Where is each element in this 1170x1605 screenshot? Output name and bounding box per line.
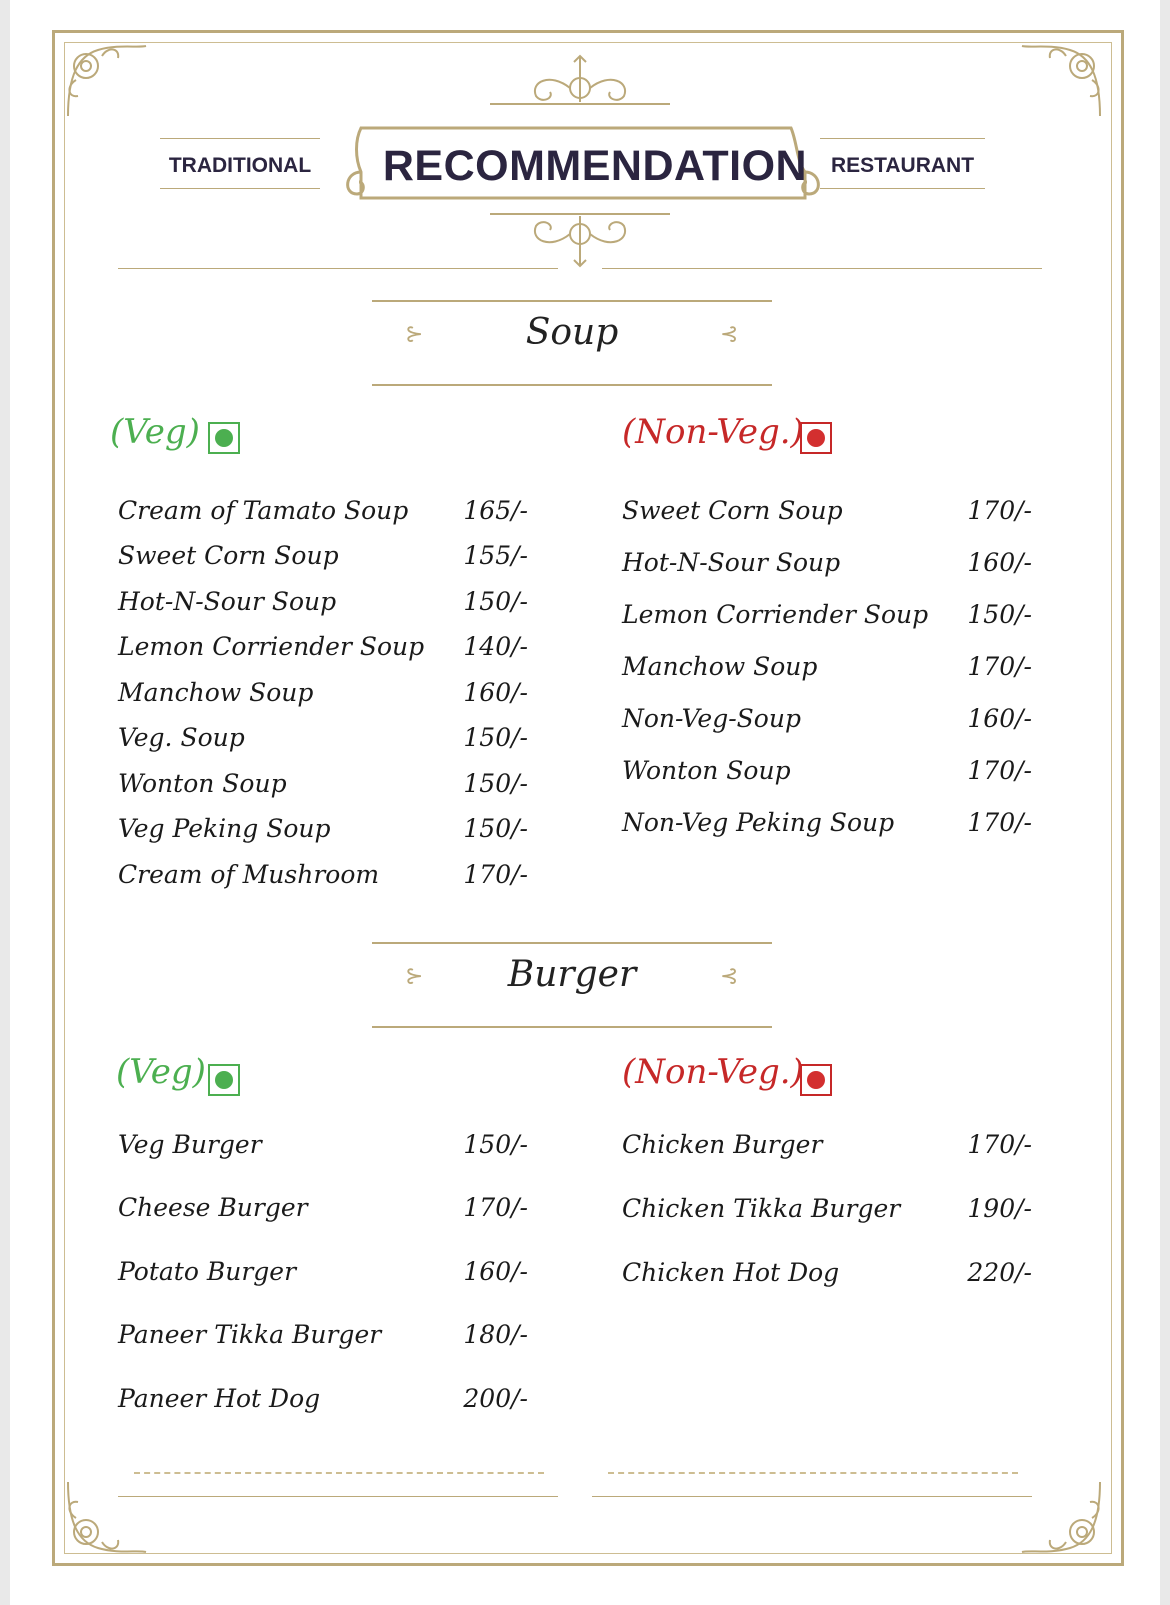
right-word-top-line — [820, 138, 985, 139]
menu-item — [118, 854, 528, 894]
menu-item-name: Sweet Corn Soup — [118, 541, 339, 570]
menu-item-name: Wonton Soup — [118, 768, 287, 798]
menu-item-price: 150/- — [463, 586, 528, 616]
menu-item-name: Chicken Burger — [622, 1129, 823, 1159]
menu-item-price: 180/- — [463, 1320, 528, 1349]
burger-ornament-right-icon: ⊰ — [720, 964, 739, 989]
menu-item — [118, 672, 528, 712]
right-word-bottom-line — [820, 188, 985, 189]
menu-item-name: Non-Veg Peking Soup — [622, 807, 895, 837]
menu-item-price: 170/- — [463, 859, 528, 889]
menu-item — [118, 1251, 528, 1291]
menu-item-price: 190/- — [967, 1193, 1032, 1223]
menu-item-name: Wonton Soup — [622, 755, 791, 785]
menu-item — [622, 1252, 1032, 1292]
header-divider-right — [602, 268, 1042, 269]
menu-item-price: 160/- — [967, 703, 1032, 733]
footer-dashed-right — [608, 1472, 1018, 1474]
menu-item — [622, 698, 1032, 738]
menu-item-name: Hot-N-Sour Soup — [622, 547, 841, 577]
footer-dashed-left — [134, 1472, 544, 1474]
menu-item-price: 150/- — [967, 599, 1032, 629]
menu-item — [118, 536, 528, 576]
menu-item-price: 160/- — [967, 547, 1032, 577]
menu-item — [622, 1188, 1032, 1228]
veg-indicator-icon — [208, 1064, 240, 1096]
flourish-top-left-icon — [58, 36, 148, 126]
page-title: RECOMMENDATION — [382, 141, 808, 190]
menu-item-name: Paneer Hot Dog — [118, 1383, 321, 1413]
footer-line-left — [118, 1496, 558, 1497]
menu-item — [118, 809, 528, 849]
menu-item-price: 170/- — [967, 651, 1032, 681]
menu-item-price: 160/- — [463, 1256, 528, 1286]
menu-item-name: Lemon Corriender Soup — [118, 632, 425, 661]
soup-bottom-rule — [372, 384, 772, 386]
soup-ornament-left-icon: ⊱ — [405, 322, 424, 347]
menu-item-name: Manchow Soup — [118, 677, 314, 707]
menu-item — [118, 763, 528, 803]
menu-item-price: 170/- — [967, 495, 1032, 525]
section-title-soup: Soup — [525, 312, 619, 353]
burger-veg-label: (Veg) — [116, 1052, 206, 1092]
menu-item-name: Paneer Tikka Burger — [118, 1320, 382, 1349]
menu-item-price: 150/- — [463, 768, 528, 798]
menu-item-name: Non-Veg-Soup — [622, 703, 801, 733]
nonveg-indicator-icon — [800, 1064, 832, 1096]
menu-item — [622, 490, 1032, 530]
menu-item-price: 170/- — [967, 1129, 1032, 1159]
flourish-top-right-icon — [1020, 36, 1110, 126]
menu-item — [622, 1124, 1032, 1164]
nonveg-indicator-icon — [800, 422, 832, 454]
menu-item-price: 165/- — [463, 495, 528, 525]
menu-item — [118, 1124, 528, 1164]
menu-item-name: Sweet Corn Soup — [622, 495, 843, 525]
menu-item — [118, 718, 528, 758]
section-title-burger: Burger — [507, 954, 637, 995]
menu-item-name: Veg Burger — [118, 1129, 262, 1159]
menu-item-name: Manchow Soup — [622, 651, 818, 681]
menu-item-price: 140/- — [463, 632, 528, 661]
menu-item — [118, 1315, 528, 1355]
menu-item — [622, 542, 1032, 582]
menu-item — [622, 646, 1032, 686]
menu-item-price: 150/- — [463, 723, 528, 752]
menu-item-price: 170/- — [967, 755, 1032, 785]
menu-item-name: Chicken Tikka Burger — [622, 1193, 901, 1223]
header-left-word: TRADITIONAL — [168, 154, 312, 177]
flourish-bottom-left-icon — [58, 1472, 148, 1562]
crest-top-icon — [480, 52, 680, 112]
header-divider-left — [118, 268, 558, 269]
footer-line-right — [592, 1496, 1032, 1497]
flourish-bottom-right-icon — [1020, 1472, 1110, 1562]
left-word-top-line — [160, 138, 320, 139]
menu-item — [118, 581, 528, 621]
menu-item-price: 170/- — [463, 1193, 528, 1222]
menu-item-name: Veg. Soup — [118, 723, 245, 752]
menu-item-price: 150/- — [463, 1129, 528, 1159]
burger-bottom-rule — [372, 1026, 772, 1028]
menu-page — [10, 0, 1160, 1605]
soup-veg-label: (Veg) — [110, 412, 200, 452]
menu-item — [118, 1378, 528, 1418]
left-word-bottom-line — [160, 188, 320, 189]
menu-item-name: Chicken Hot Dog — [622, 1257, 840, 1287]
menu-item-name: Cream of Tamato Soup — [118, 495, 409, 525]
menu-item-name: Hot-N-Sour Soup — [118, 586, 337, 616]
soup-top-rule — [372, 300, 772, 302]
menu-item-price: 200/- — [463, 1383, 528, 1413]
menu-item — [118, 1188, 528, 1228]
burger-top-rule — [372, 942, 772, 944]
crest-bottom-icon — [480, 208, 680, 273]
menu-item-price: 150/- — [463, 814, 528, 843]
menu-item-name: Veg Peking Soup — [118, 814, 331, 843]
menu-item — [622, 594, 1032, 634]
menu-item-price: 160/- — [463, 677, 528, 707]
soup-ornament-right-icon: ⊰ — [720, 322, 739, 347]
menu-item-name: Lemon Corriender Soup — [622, 599, 929, 629]
header-right-word: RESTAURANT — [830, 154, 975, 177]
menu-item-price: 220/- — [967, 1257, 1032, 1287]
burger-nonveg-label: (Non-Veg.) — [622, 1052, 804, 1092]
menu-item-price: 170/- — [967, 807, 1032, 837]
menu-item — [118, 490, 528, 530]
menu-item-name: Potato Burger — [118, 1256, 297, 1286]
menu-item-name: Cream of Mushroom — [118, 859, 380, 889]
menu-item-name: Cheese Burger — [118, 1193, 308, 1222]
menu-item — [622, 802, 1032, 842]
veg-indicator-icon — [208, 422, 240, 454]
menu-item — [622, 750, 1032, 790]
soup-nonveg-label: (Non-Veg.) — [622, 412, 804, 452]
menu-item-price: 155/- — [463, 541, 528, 570]
burger-ornament-left-icon: ⊱ — [405, 964, 424, 989]
menu-item — [118, 627, 528, 667]
